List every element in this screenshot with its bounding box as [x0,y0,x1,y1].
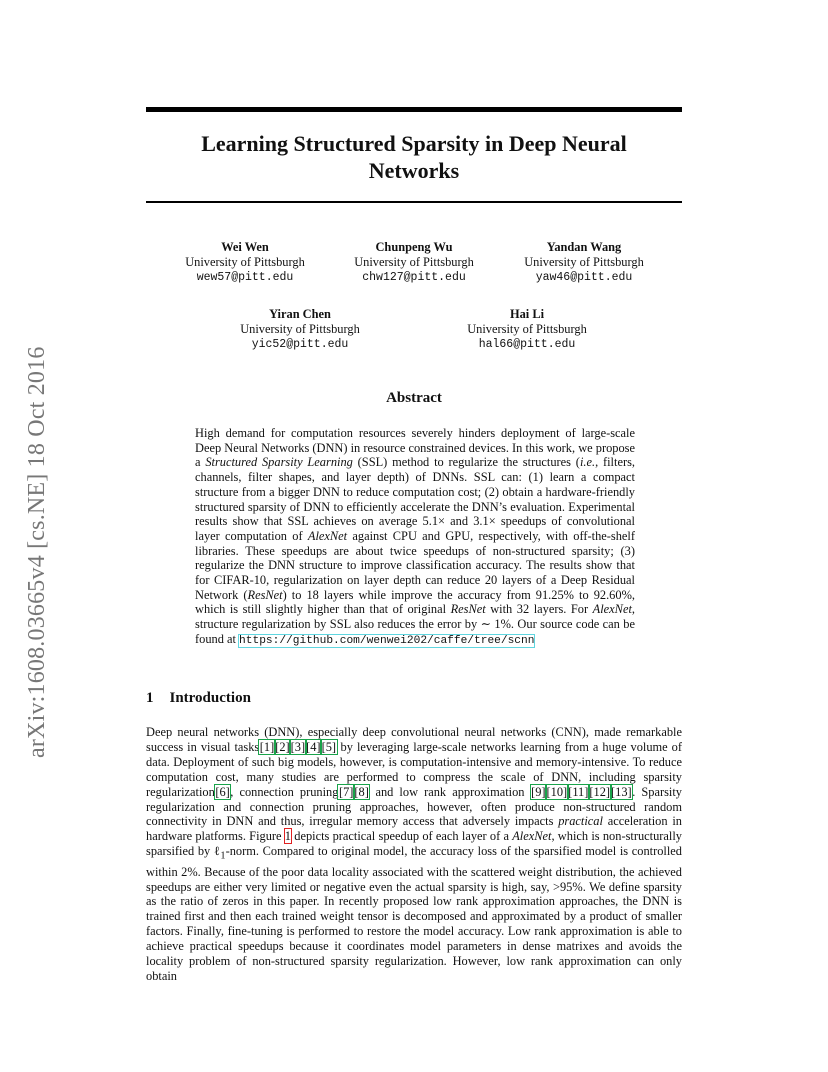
intro-text: depicts practical speedup of each layer of a [291,829,513,844]
author-affiliation: University of Pittsburgh [185,255,305,269]
abstract-text: , structure regularization by SSL also reduces the error by ∼ 1%. Our source code can be found at [195,602,635,646]
intro-text: , which is non-structurally sparsified by ℓ [146,829,682,859]
author-name: Chunpeng Wu [375,240,453,254]
author-name: Wei Wen [221,240,269,254]
section-title: Introduction [169,690,251,706]
author-email: yic52@pitt.edu [251,338,349,351]
intro-text: and low rank approximation [369,784,531,799]
intro-text: . Sparsity regularization and connection pruning approaches, however, often produce non-structured random connectivity in DNN and thus, irregular memory access that adversely impacts [146,784,682,829]
abstract-emphasis: AlexNet [592,602,632,617]
arxiv-sidebar-stamp: arXiv:1608.03665v4 [cs.NE] 18 Oct 2016 [24,346,50,758]
title-top-rule [146,107,682,112]
paper-title [146,130,682,184]
citation-link[interactable]: [7] [338,784,354,799]
citation-link[interactable]: [3] [290,739,306,754]
intro-text: -norm. Compared to original model, the accuracy loss of the sparsified model is controlled within 2%. Because of the poor data locality associated with the scattered weight distribution, the achieved speedups are either very limited or negative even the actual sparsity is high, say, >95%. We define sparsity as the ratio of zeros in this paper. In recently proposed low rank approximation approaches, the DNN is trained first and then each trained weight tensor is decomposed and approximated by a product of smaller factors. Finally, fine-tuning is performed to restore the model accuracy. Low rank approximation is able to achieve practical speedups because it coordinates model parameters in dense matrixes and avoids the locality problem of non-structured sparsity regularization. However, low rank approximation can only obtain [146,844,682,983]
citation-link[interactable]: [5] [321,739,337,754]
abstract-text: against CPU and GPU, respectively, with off-the-shelf libraries. These speedups are about twice speedups of non-structured sparsity; (3) regularize the DNN structure to improve classification accuracy. The results show that for CIFAR-10, regularization on layer depth can reduce 20 layers of a Deep Residual Network ( [195,528,635,602]
intro-subscript: 1 [220,850,226,862]
author-affiliation: University of Pittsburgh [240,322,360,336]
intro-emphasis: AlexNet [512,829,552,844]
author-affiliation: University of Pittsburgh [467,322,587,336]
section-number: 1 [146,690,154,706]
citation-link[interactable]: [2] [275,739,290,754]
abstract-text: with 32 layers. For [485,602,593,617]
intro-text: , connection pruning [230,784,339,799]
intro-emphasis: practical [558,814,603,829]
figure-reference-link[interactable]: 1 [284,829,291,844]
abstract-text: ) to 18 layers while improve the accuracy from 91.25% to 92.60%, which is still slightly higher than that of original [195,587,635,617]
abstract-paragraph [195,426,635,649]
abstract-text: (SSL) method to regularize the structures ( [352,455,580,470]
source-code-link[interactable]: https://github.com/wenwei202/caffe/tree/scnn [239,634,535,647]
author-email: yaw46@pitt.edu [535,271,633,284]
abstract-emphasis: i.e. [579,455,596,470]
title-line-1: Learning Structured Sparsity in Deep Neural [201,131,627,156]
citation-link[interactable]: [8] [354,784,369,799]
citation-link[interactable]: [12] [589,784,611,799]
author-affiliation: University of Pittsburgh [524,255,644,269]
author-name: Yandan Wang [546,240,622,254]
author-block [494,240,674,285]
author-email: chw127@pitt.edu [362,271,466,284]
abstract-heading: Abstract [386,390,442,406]
intro-paragraph [146,725,682,984]
abstract-emphasis: ResNet [450,602,486,617]
abstract-text: , filters, channels, filter shapes, and layer depth) of DNNs. SSL can: (1) learn a compact structure from a bigger DNN to reduce computation cost; (2) obtain a hardware-friendly structured sparsity of DNN to efficiently accelerate the DNN’s evaluation. Experimental results show that SSL achieves on average 5.1× and 3.1× speedups of convolutional layer computation of [195,455,635,543]
citation-link[interactable]: [6] [215,784,230,799]
intro-text: by leveraging large-scale networks learning from a huge volume of data. Deployment of such big models, however, is computation-intensive and memory-intensive. To reduce computation cost, many studies are performed to compress the scale of DNN, including sparsity regularization [146,739,682,799]
citation-link[interactable]: [11] [568,784,589,799]
author-name: Hai Li [509,307,545,321]
title-bottom-rule [146,201,682,203]
author-block [155,240,335,285]
citation-link[interactable]: [13] [611,784,632,799]
abstract-text: High demand for computation resources severely hinders deployment of large-scale Deep Neural Networks (DNN) in resource constrained devices. In this work, we propose a [195,426,635,470]
author-email: wew57@pitt.edu [196,271,294,284]
abstract-emphasis: AlexNet [307,528,348,543]
author-block [324,240,504,285]
intro-text: Deep neural networks (DNN), especially deep convolutional neural networks (CNN), made remarkable success in visual tasks [146,725,682,754]
abstract-body [195,426,635,649]
citation-link[interactable]: [4] [306,739,321,754]
title-line-2: Networks [368,158,460,183]
citation-link[interactable]: [1] [259,739,275,754]
abstract-emphasis: ResNet [247,587,283,602]
author-block [437,307,617,352]
author-name: Yiran Chen [269,307,331,321]
author-affiliation: University of Pittsburgh [354,255,474,269]
introduction-body [146,725,682,984]
intro-text: acceleration in hardware platforms. Figure [146,814,682,844]
citation-link[interactable]: [10] [546,784,568,799]
citation-link[interactable]: [9] [531,784,546,799]
author-block [210,307,390,352]
section-heading [146,690,251,707]
author-email: hal66@pitt.edu [478,338,576,351]
abstract-emphasis: Structured Sparsity Learning [205,455,353,470]
